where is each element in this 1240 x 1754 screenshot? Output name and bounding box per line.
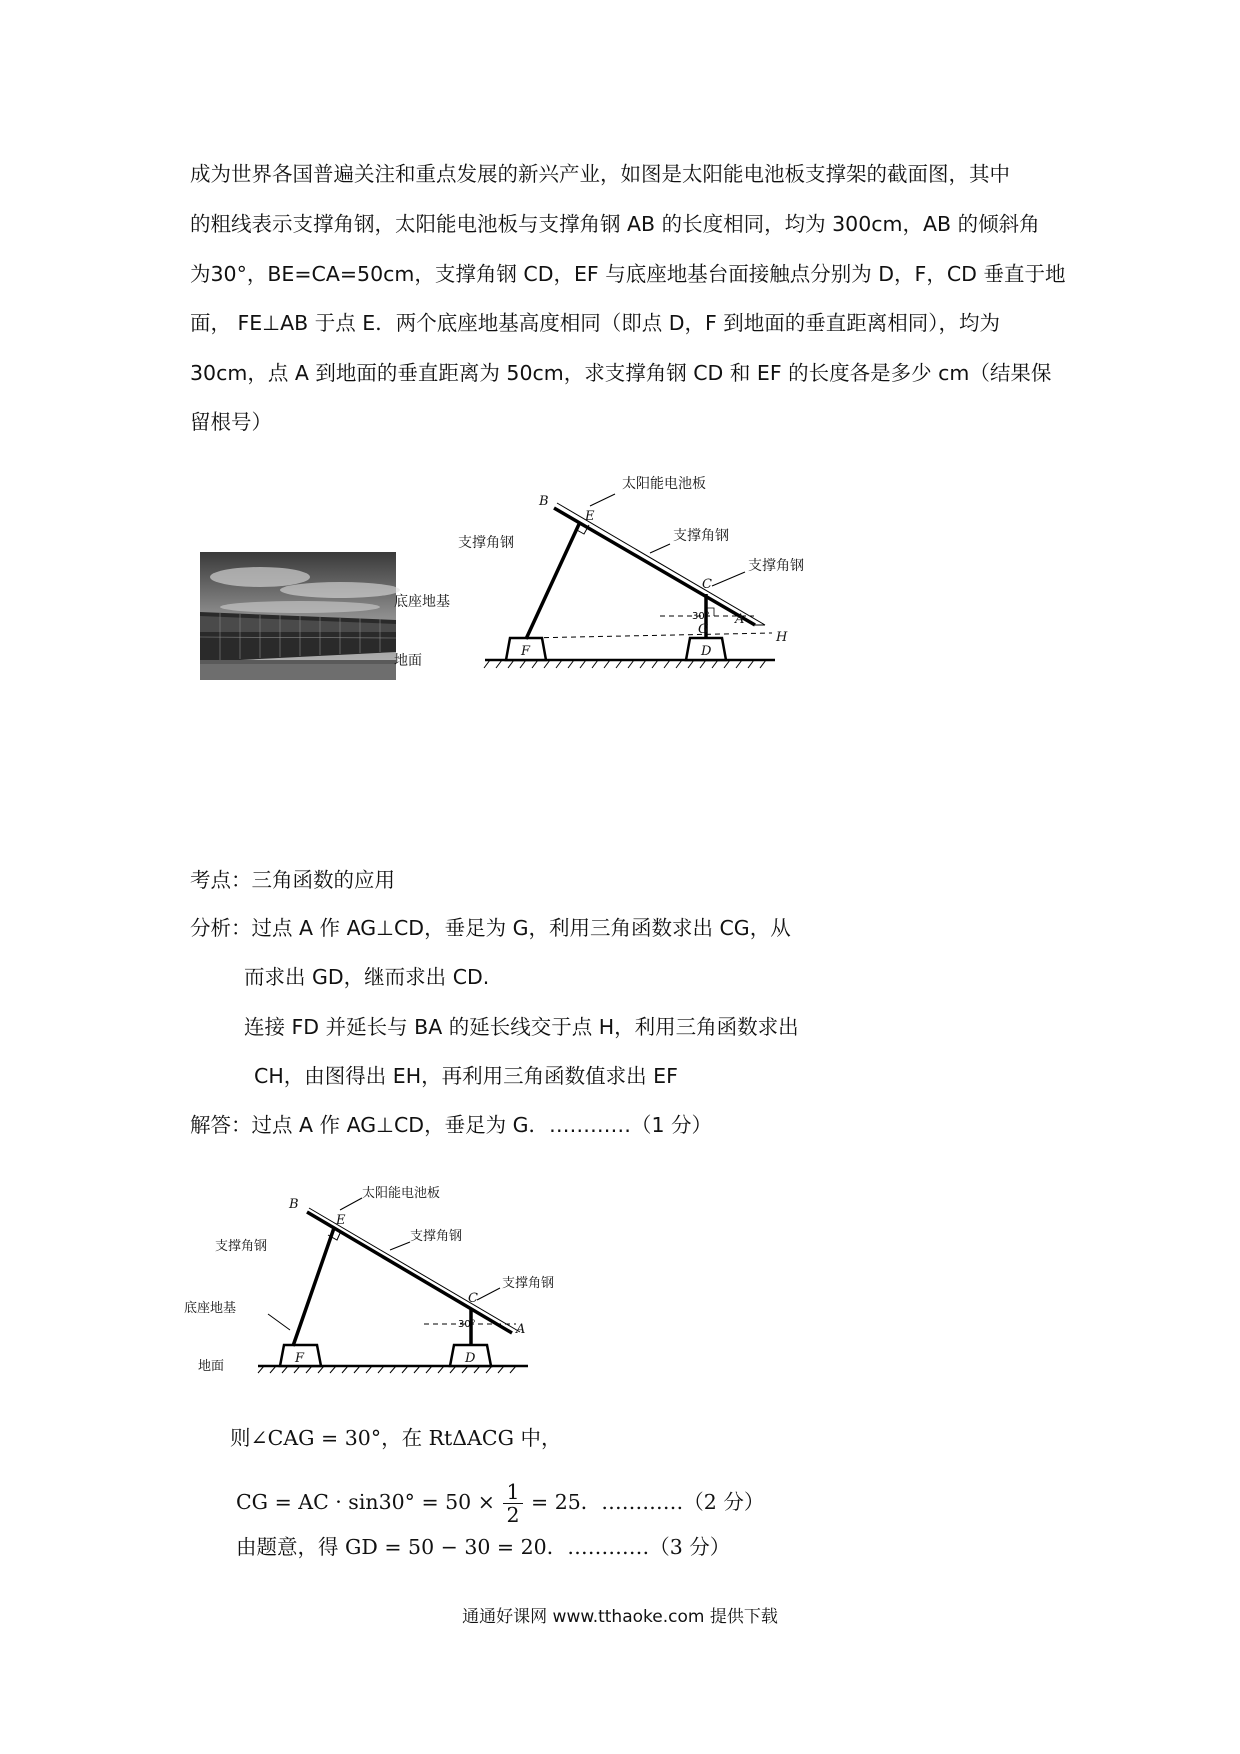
point-B-2: B: [289, 1197, 299, 1212]
point-A: A: [735, 612, 745, 627]
label-ground-2: 地面: [198, 1359, 225, 1374]
label-steel-left: 支撑角钢: [458, 535, 514, 551]
kaodian-line: 考点：三角函数的应用: [190, 868, 395, 892]
point-G: G: [698, 622, 709, 637]
jieda-line: 解答：过点 A 作 AG⊥CD，垂足为 G．…………（1 分）: [190, 1113, 713, 1137]
label-steel-left-2: 支撑角钢: [215, 1239, 268, 1254]
label-steel-mid: 支撑角钢: [673, 528, 729, 544]
fenxi-line-1: 分析：过点 A 作 AG⊥CD，垂足为 G，利用三角函数求出 CG，从: [190, 916, 791, 940]
fenxi-line-3: 连接 FD 并延长与 BA 的延长线交于点 H，利用三角函数求出: [244, 1015, 799, 1039]
solution-step-1: 则∠CAG = 30°，在 RtΔACG 中，: [230, 1426, 562, 1450]
point-D-2: D: [465, 1351, 476, 1366]
problem-line-5: 30cm，点 A 到地面的垂直距离为 50cm，求支撑角钢 CD 和 EF 的长度各是多少 cm（结果保: [190, 361, 1052, 385]
diagram-2: [184, 1180, 555, 1380]
point-E: E: [585, 509, 595, 524]
point-F-2: F: [295, 1351, 305, 1366]
label-base: 底座地基: [394, 594, 450, 610]
point-D: D: [701, 644, 712, 659]
point-H: H: [776, 630, 788, 645]
fenxi-line-4: CH，由图得出 EH，再利用三角函数值求出 EF: [254, 1064, 678, 1088]
steel-AB: [554, 508, 755, 625]
solar-panel-photo: [200, 552, 396, 680]
steel-EF-2: [293, 1228, 334, 1346]
fraction-denominator: 2: [506, 1503, 520, 1527]
fraction-numerator: 1: [503, 1481, 522, 1504]
problem-line-2: 的粗线表示支撑角钢，太阳能电池板与支撑角钢 AB 的长度相同，均为 300cm，AB 的倾斜角: [190, 212, 1040, 236]
fenxi-line-2: 而求出 GD，继而求出 CD.: [244, 965, 490, 989]
label-ground: 地面: [394, 653, 422, 669]
solution-step-2: [236, 1478, 764, 1526]
fraction-one-half: [503, 1481, 522, 1526]
point-C: C: [702, 577, 712, 592]
point-F: F: [521, 644, 531, 659]
label-angle: 30°: [692, 611, 710, 622]
solution-step-3: 由题意，得 GD = 50 − 30 = 20．…………（3 分）: [236, 1535, 731, 1559]
point-A-2: A: [516, 1322, 526, 1337]
label-base-2: 底座地基: [184, 1301, 237, 1316]
point-B: B: [539, 494, 549, 509]
diagram-1: [394, 458, 830, 678]
problem-line-1: 成为世界各国普遍关注和重点发展的新兴产业，如图是太阳能电池板支撑架的截面图，其中: [190, 162, 1010, 186]
dashed-FH: [526, 633, 772, 638]
step2-right: = 25．…………（2 分）: [531, 1490, 765, 1514]
point-C-2: C: [468, 1291, 478, 1306]
problem-line-6: 留根号）: [190, 410, 272, 434]
point-E-2: E: [336, 1213, 346, 1228]
steel-EF: [526, 522, 580, 639]
label-steel-right: 支撑角钢: [748, 558, 804, 574]
label-steel-right-2: 支撑角钢: [502, 1276, 555, 1291]
footer: 通通好课网 www.tthaoke.com 提供下载: [462, 1607, 778, 1627]
label-panel-2: 太阳能电池板: [362, 1186, 441, 1201]
problem-line-3: 为30°，BE=CA=50cm，支撑角钢 CD，EF 与底座地基台面接触点分别为 D，F，CD 垂直于地: [190, 262, 1066, 286]
label-angle-2: 30°: [458, 1319, 476, 1330]
label-panel: 太阳能电池板: [622, 476, 706, 492]
problem-line-4: 面， FE⊥AB 于点 E．两个底座地基高度相同（即点 D，F 到地面的垂直距离相同），均为: [190, 311, 1001, 335]
step2-left: CG = AC · sin30° = 50 ×: [236, 1490, 495, 1514]
label-steel-mid-2: 支撑角钢: [410, 1229, 463, 1244]
